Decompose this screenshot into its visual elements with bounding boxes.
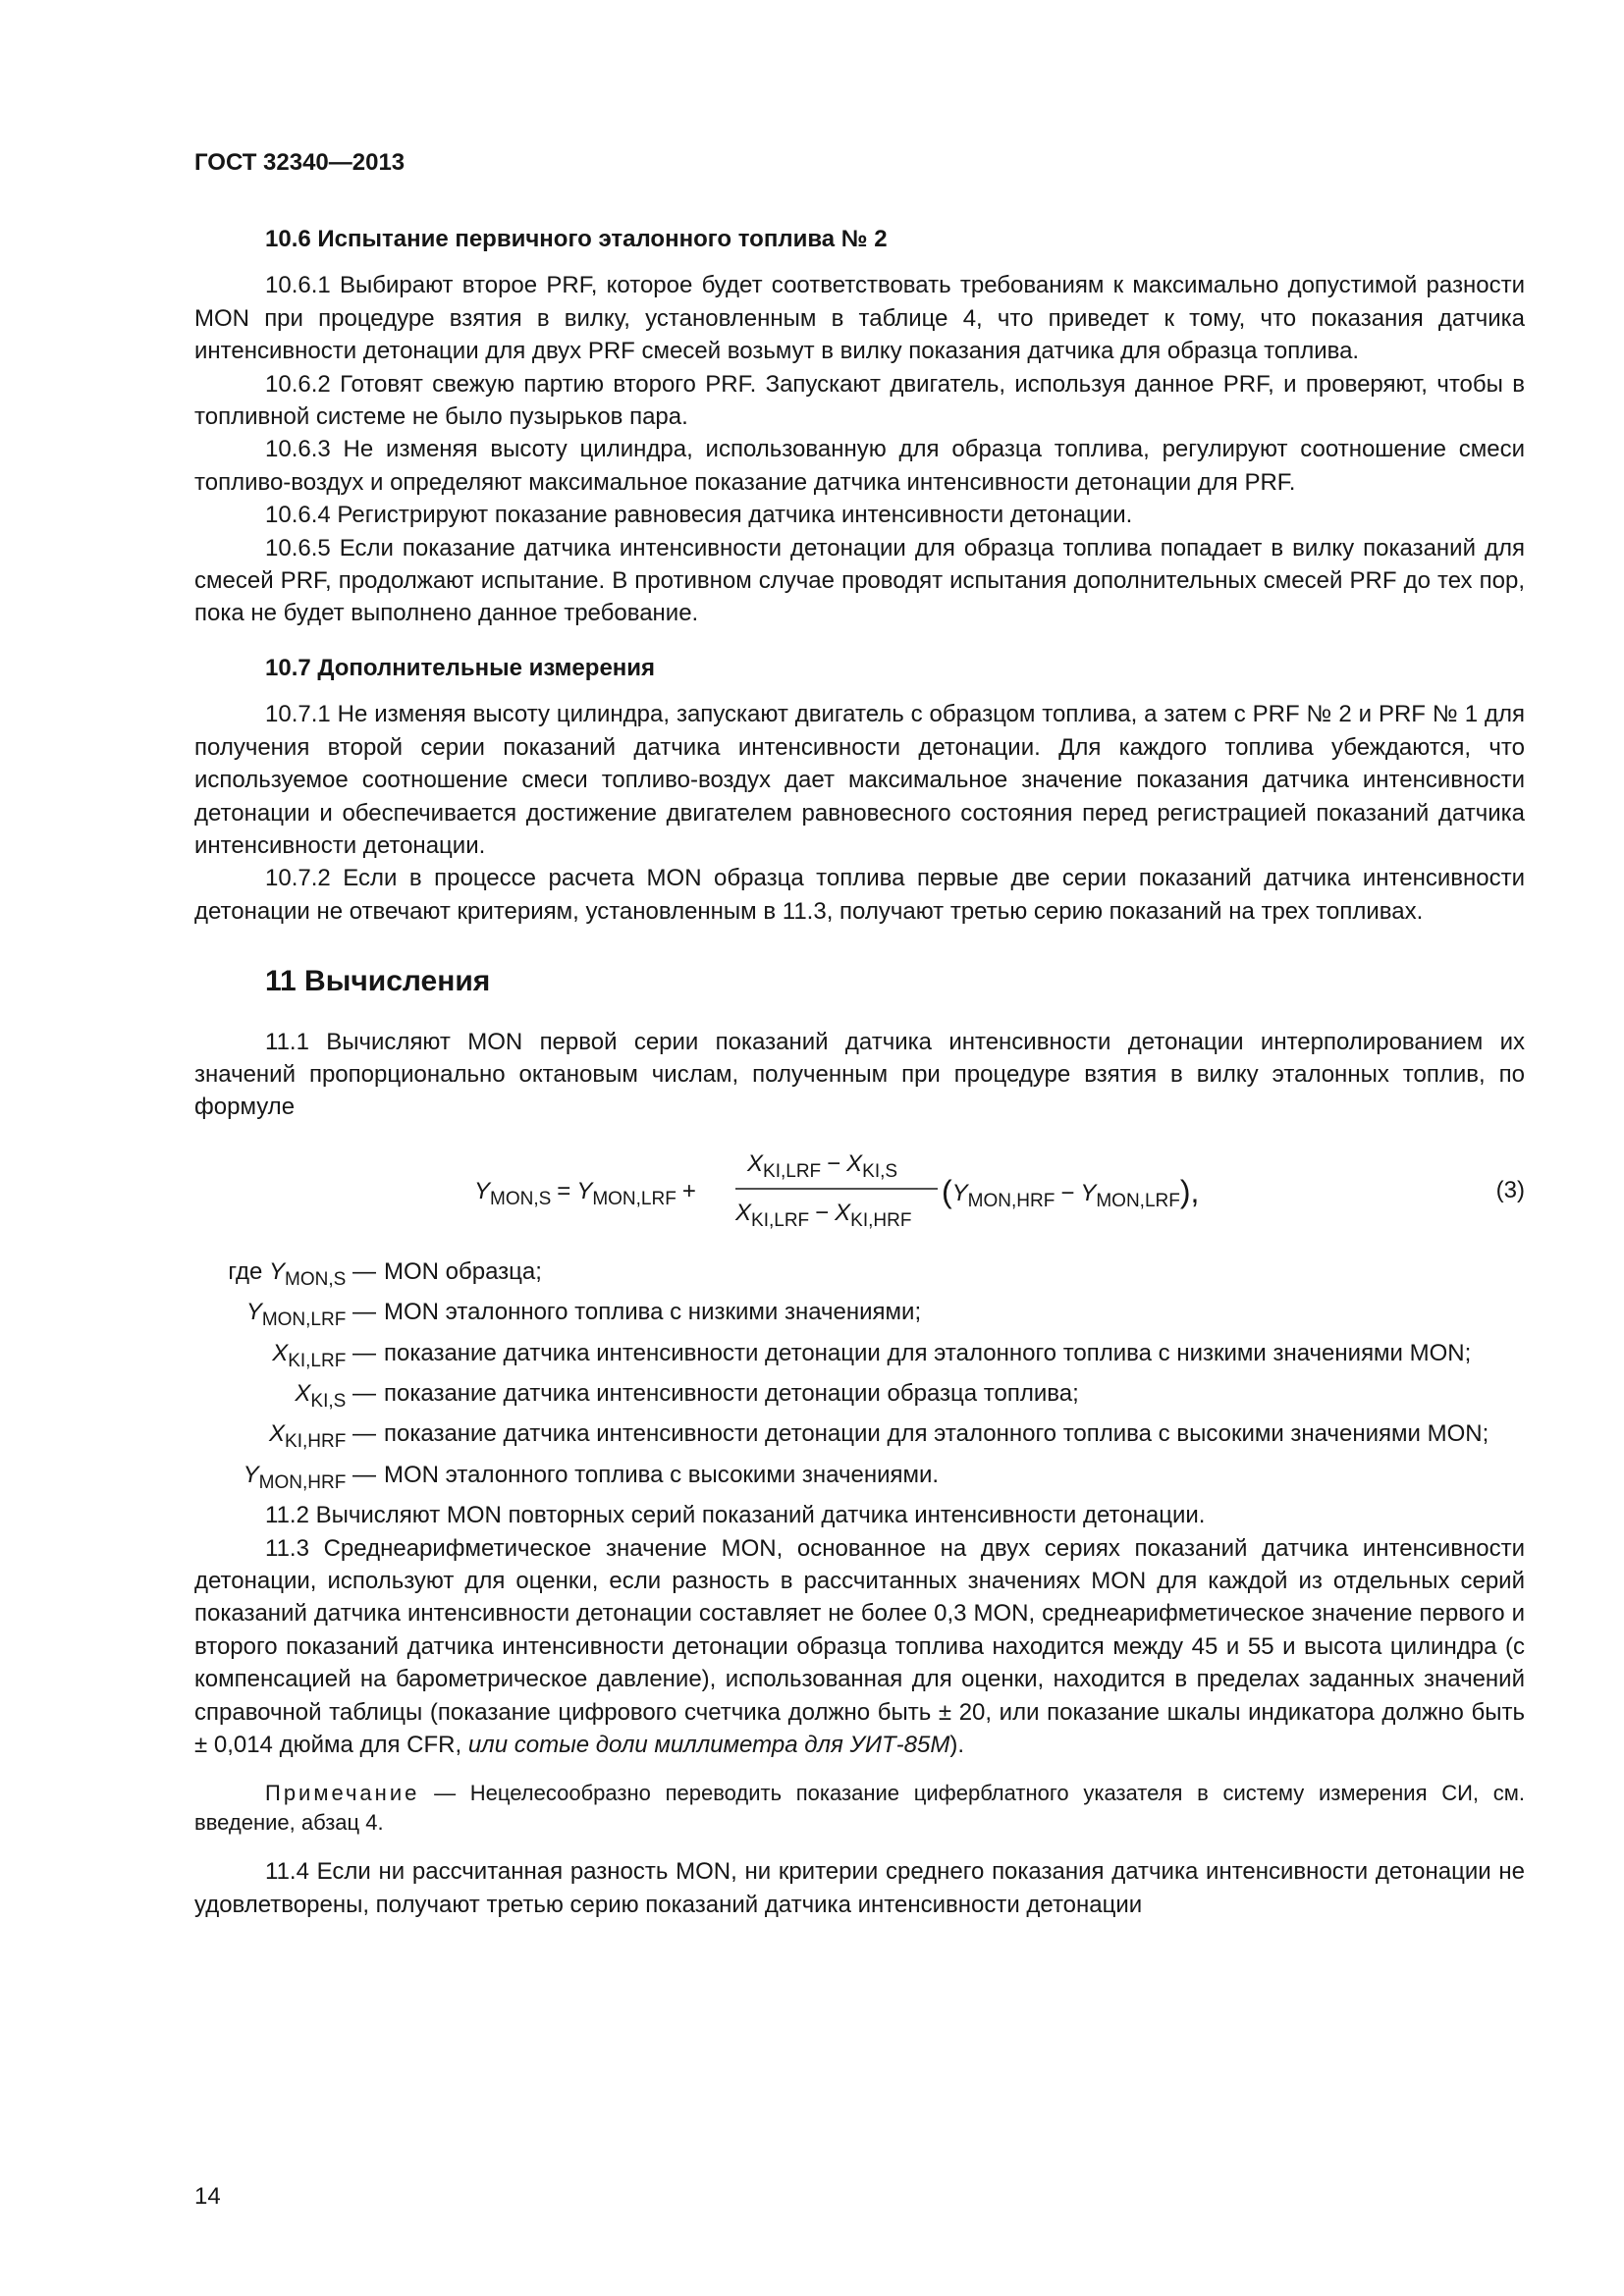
- paragraph-10-6-3: 10.6.3 Не изменяя высоту цилиндра, использованную для образца топлива, регулируют соотношение смеси топливо-воздух и определяют максимальное показание датчика интенсивности детонации для PRF.: [194, 436, 1525, 496]
- paragraph-10-7-1: 10.7.1 Не изменяя высоту цилиндра, запускают двигатель с образцом топлива, а затем с PRF № 2 и PRF № 1 для получения второй серии показаний датчика интенсивности детонации. Для каждого топлива убеждаются, что используемое соотношение смеси топливо-воздух дает максимальное значение показания датчика интенсивности детонации и обеспечивается достижение двигателем равновесного состояния перед регистрацией показаний датчика интенсивности детонации.: [194, 701, 1525, 859]
- paragraph-11-3: 11.3 Среднеарифметическое значение MON, основанное на двух сериях показаний датчика интенсивности детонации, используют для оценки, если разность в рассчитанных значениях MON для каждой из отдельных серий показаний датчика интенсивности детонации составляет не более 0,3 MON, среднеарифметическое значение первого и второго показаний датчика интенсивности детонации образца топлива находится между 45 и 55 и высота цилиндра (с компенсацией на барометрическое давление), использованная для оценки, находится в пределах заданных значений справочной таблицы (показание цифрового счетчика должно быть ± 20, или показание шкалы индикатора должно быть ± 0,014 дюйма для CFR, или сотые доли миллиметра для УИТ-85М).: [194, 1534, 1525, 1759]
- document-body: [194, 223, 1525, 1921]
- formula-3: [194, 1138, 1525, 1242]
- section-10-7-heading: 10.7 Дополнительные измерения: [265, 654, 656, 681]
- formula-y-mon-s: Y: [474, 1177, 491, 1204]
- section-11-heading: 11 Вычисления: [265, 965, 491, 998]
- paragraph-10-6-5: 10.6.5 Если показание датчика интенсивности детонации для образца топлива попадает в вилку показаний для смесей PRF, продолжают испытание. В противном случае проводят испытания дополнительных смесей PRF до тех пор, пока не будет выполнено данное требование.: [194, 534, 1525, 627]
- svg-text:(YMON,HRF−YMON,LRF),: $(Y_{MON,HRF} - Y_{MON,LRF})$,: [942, 1173, 1200, 1211]
- section-10-6-heading: 10.6 Испытание первичного эталонного топлива № 2: [265, 226, 888, 252]
- page-number: 14: [194, 2183, 221, 2210]
- paragraph-11-2: 11.2 Вычисляют MON повторных серий показаний датчика интенсивности детонации.: [265, 1502, 1206, 1529]
- note-label: Примечание: [265, 1781, 420, 1806]
- paragraph-11-1: 11.1 Вычисляют MON первой серии показаний датчика интенсивности детонации интерполированием их значений пропорционально октановым числам, полученным при процедуре взятия в вилку эталонных топлив, по формуле: [194, 1028, 1525, 1121]
- paragraph-10-7-2: 10.7.2 Если в процессе расчета MON образца топлива первые две серии показаний датчика интенсивности детонации не отвечают критериям, установленным в 11.3, получают третью серию показаний на трех топливах.: [194, 865, 1525, 925]
- paragraph-11-4: 11.4 Если ни рассчитанная разность MON, ни критерии среднего показания датчика интенсивности детонации не удовлетворены, получают третью серию показаний датчика интенсивности детонации: [194, 1858, 1525, 1918]
- formula-legend: где $Y_{MON,S}$ — MON образца; $Y_{MON,LRF}$ — MON эталонного топлива с низкими значениями; $X_{KI,LRF}$ — показание датчика интенсивности детонации для эталонного топлива с низкими значениями MON; $X_{KI,S}$ — показание датчика интенсивности детонации образца топлива; $X_{KI,HRF}$ — показание датчика интенсивности детонации для эталонного топлива с высокими значениями MON; $Y_{MON,HRF}$ — MON эталонного топлива с высокими значениями.: [228, 1257, 1489, 1493]
- formula-number: (3): [1495, 1176, 1525, 1203]
- formula-expression: [474, 1138, 1260, 1242]
- paragraph-10-6-2: 10.6.2 Готовят свежую партию второго PRF. Запускают двигатель, используя данное PRF, и проверяют, чтобы в топливной системе не было пузырьков пара.: [194, 370, 1525, 431]
- svg-text:YMON,S=YMON,LRF+: $Y_{MON,S} = Y_{MON,LRF}$ +: [474, 1177, 696, 1209]
- note-paragraph: Примечание — Нецелесообразно переводить показание циферблатного указателя в систему измерения СИ, см. введение, абзац 4.: [194, 1781, 1525, 1836]
- document-code-header: ГОСТ 32340—2013: [194, 149, 406, 176]
- svg-text:XKI,LRF−XKI,HRF: $X_{KI,LRF} - X_{KI,HRF}$: [735, 1199, 912, 1231]
- svg-text:XKI,LRF−XKI,S: $X_{KI,LRF} - X_{KI,S}$: [747, 1149, 898, 1182]
- paragraph-10-6-4: 10.6.4 Регистрируют показание равновесия датчика интенсивности детонации.: [265, 502, 1133, 529]
- paragraph-10-6-1: 10.6.1 Выбирают второе PRF, которое будет соответствовать требованиям к максимально допустимой разности MON при процедуре взятия в вилку, установленным в таблице 4, что приведет к тому, что показания датчика интенсивности детонации для двух PRF смесей возьмут в вилку показания датчика для образца топлива.: [194, 272, 1525, 365]
